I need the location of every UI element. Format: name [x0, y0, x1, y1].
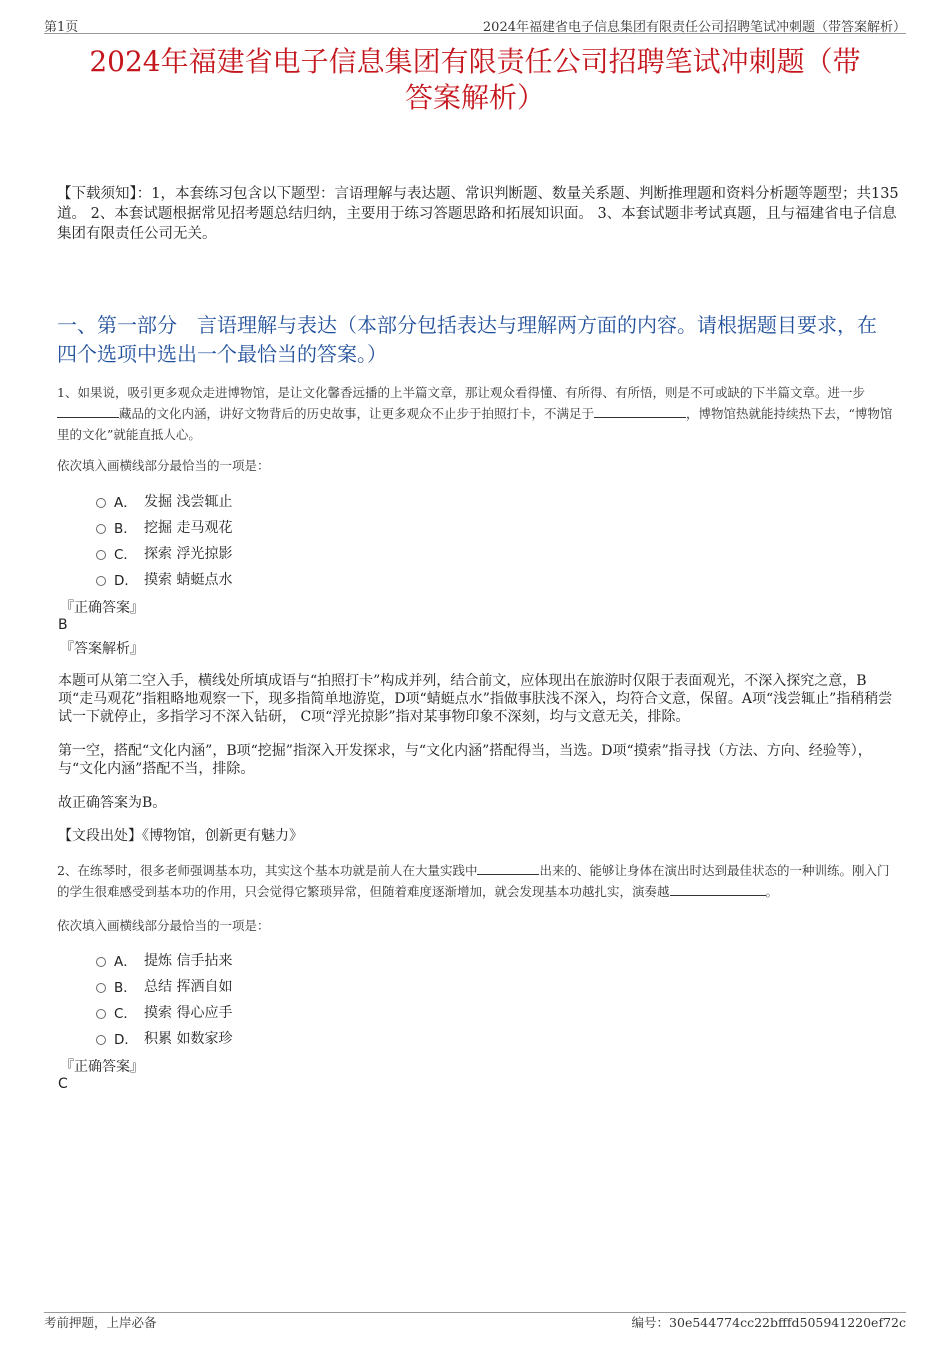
radio-icon[interactable]: [96, 983, 106, 993]
radio-icon[interactable]: [96, 498, 106, 508]
header-doc-title: 2024年福建省电子信息集团有限责任公司招聘笔试冲刺题（带答案解析）: [482, 20, 906, 35]
answer-blank: [670, 883, 766, 896]
page-header: [44, 14, 906, 34]
question-1-analysis-paragraph: 本题可从第二空入手，横线处所填成语与“拍照打卡”构成并列，结合前文，应体现出在旅游时仅限于表面观光，不深入探究之意，B项“走马观花”指粗略地观察一下，现多指简单地游览，D项“蜻蜓点水”指做事肤浅不深入，均符合文意，保留。A项“浅尝辄止”指稍稍尝试一下就停止，多指学习不深入钻研， C项“浮光掠影”指对某事物印象不深刻，均与文意无关，排除。: [58, 673, 893, 725]
answer-blank: [57, 405, 119, 418]
radio-icon[interactable]: [96, 957, 106, 967]
radio-icon[interactable]: [96, 576, 106, 586]
question-1-answer: B: [58, 617, 68, 633]
question-1-prompt: 依次填入画横线部分最恰当的一项是：: [57, 458, 270, 473]
question-1-analysis-paragraph: 第一空，搭配“文化内涵”，B项“挖掘”指深入开发探求，与“文化内涵”搭配得当，当选。D项“摸索”指寻找（方法、方向、经验等），与“文化内涵”搭配不当，排除。: [58, 743, 872, 777]
title-line-1: 2024年福建省电子信息集团有限责任公司招聘笔试冲刺题（带: [89, 45, 861, 78]
header-divider: [44, 33, 906, 34]
question-1-stem: 1、如果说，吸引更多观众走进博物馆，是让文化馨香远播的上半篇文章，那让观众看得懂、有所得、有所悟，则是不可或缺的下半篇文章。进一步藏品的文化内涵，讲好文物背后的历史故事，让更多观众不止步于拍照打卡，不满足于 ，博物馆热就能持续热下去，“博物馆里的文化”就能直抵人心。: [57, 385, 893, 442]
radio-icon[interactable]: [96, 524, 106, 534]
answer-blank: [477, 862, 539, 875]
question-2-stem: 2、在练琴时，很多老师强调基本功，其实这个基本功就是前人在大量实践中 出来的、能够让身体在演出时达到最佳状态的一种训练。刚入门的学生很难感受到基本功的作用，只会觉得它繁琐异常，但随着难度逐渐增加，就会发现基本功越扎实，演奏越 。: [57, 863, 890, 899]
question-2-answer: C: [58, 1076, 68, 1092]
question-1-conclusion: 故正确答案为B。: [58, 795, 167, 811]
answer-blank: [594, 405, 686, 418]
question-1-answer-label: 『正确答案』: [60, 600, 144, 616]
title-line-2: 答案解析）: [404, 81, 545, 114]
document-title: [50, 44, 900, 116]
question-1-analysis-label: 『答案解析』: [60, 641, 144, 657]
radio-icon[interactable]: [96, 1009, 106, 1019]
page-number: 第1页: [44, 20, 79, 35]
question-2-prompt: 依次填入画横线部分最恰当的一项是：: [57, 918, 270, 933]
radio-icon[interactable]: [96, 550, 106, 560]
download-notice: 【下载须知】：1，本套练习包含以下题型：言语理解与表达题、常识判断题、数量关系题、判断推理题和资料分析题等题型；共135道。 2、本套试题根据常见招考题总结归纳，主要用于练习答题思路和拓展知识面。 3、本套试题非考试真题，且与福建省电子信息集团有限责任公司无关。: [57, 186, 899, 242]
document-id: 编号：30e544774cc22bfffd505941220ef72c: [631, 1315, 906, 1330]
section-title: 一、第一部分 言语理解与表达（本部分包括表达与理解两方面的内容。请根据题目要求，在四个选项中选出一个最恰当的答案。）: [57, 313, 877, 366]
footer-slogan: 考前押题，上岸必备: [44, 1315, 157, 1330]
question-1-source: 【文段出处】《博物馆，创新更有魅力》: [58, 828, 303, 844]
question-2-answer-label: 『正确答案』: [60, 1059, 144, 1075]
radio-icon[interactable]: [96, 1035, 106, 1045]
